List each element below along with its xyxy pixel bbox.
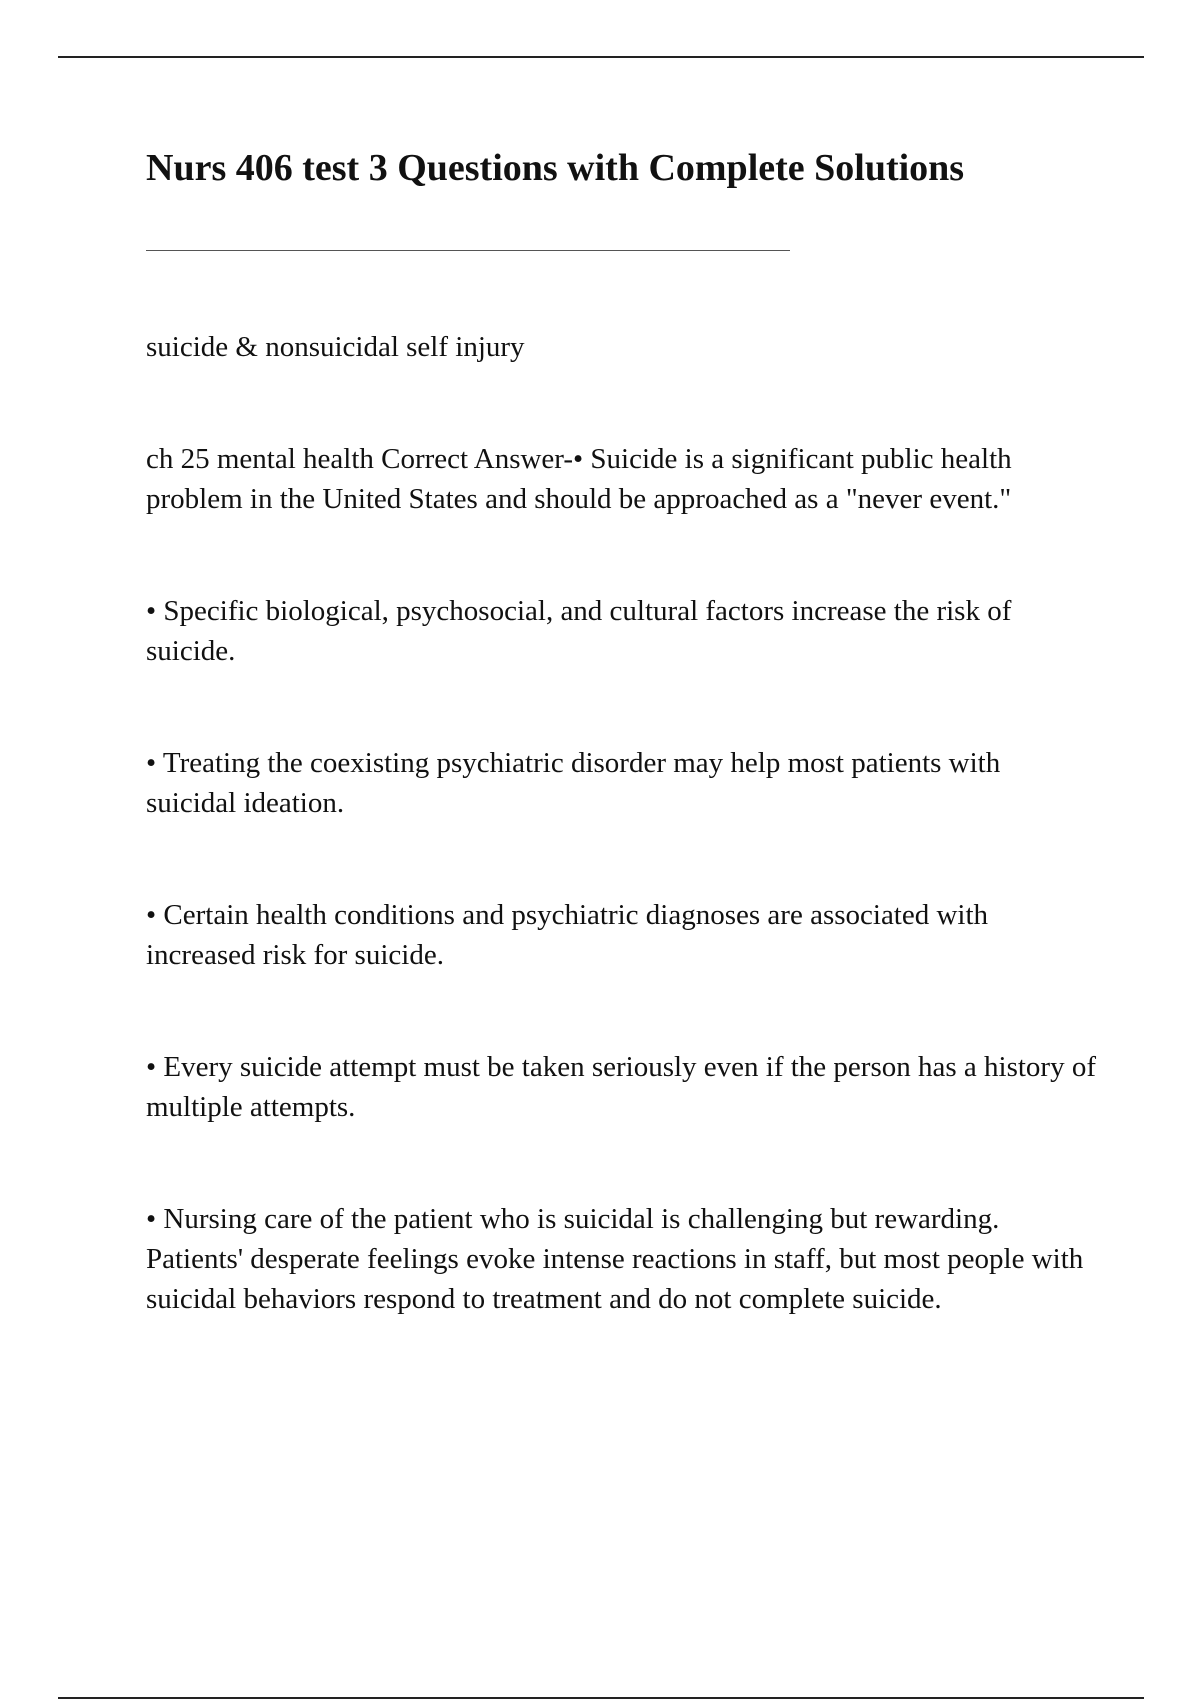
bullet-treating-disorder: • Treating the coexisting psychiatric disorder may help most patients with suicidal ideation. bbox=[146, 747, 1001, 819]
bottom-page-rule bbox=[58, 1697, 1144, 1699]
bullet-risk-factors: • Specific biological, psychosocial, and cultural factors increase the risk of suicide. bbox=[146, 595, 1012, 667]
question-answer: ch 25 mental health Correct Answer-• Suicide is a significant public health problem in the United States and should be approached as a "never event." bbox=[146, 443, 1012, 515]
bullet-every-attempt: • Every suicide attempt must be taken seriously even if the person has a history of multiple attempts. bbox=[146, 1051, 1096, 1123]
document-title: Nurs 406 test 3 Questions with Complete Solutions bbox=[146, 147, 965, 189]
title-underline-rule bbox=[146, 250, 790, 251]
topic-heading: suicide & nonsuicidal self injury bbox=[146, 331, 525, 363]
top-page-rule bbox=[58, 56, 1144, 58]
document-body bbox=[146, 140, 1096, 1319]
bullet-nursing-care: • Nursing care of the patient who is suicidal is challenging but rewarding. Patients' desperate feelings evoke intense reactions in staff, but most people with suicidal behaviors respond to treatment and do not complete suicide. bbox=[146, 1203, 1084, 1315]
bullet-health-conditions: • Certain health conditions and psychiatric diagnoses are associated with increased risk for suicide. bbox=[146, 899, 989, 971]
